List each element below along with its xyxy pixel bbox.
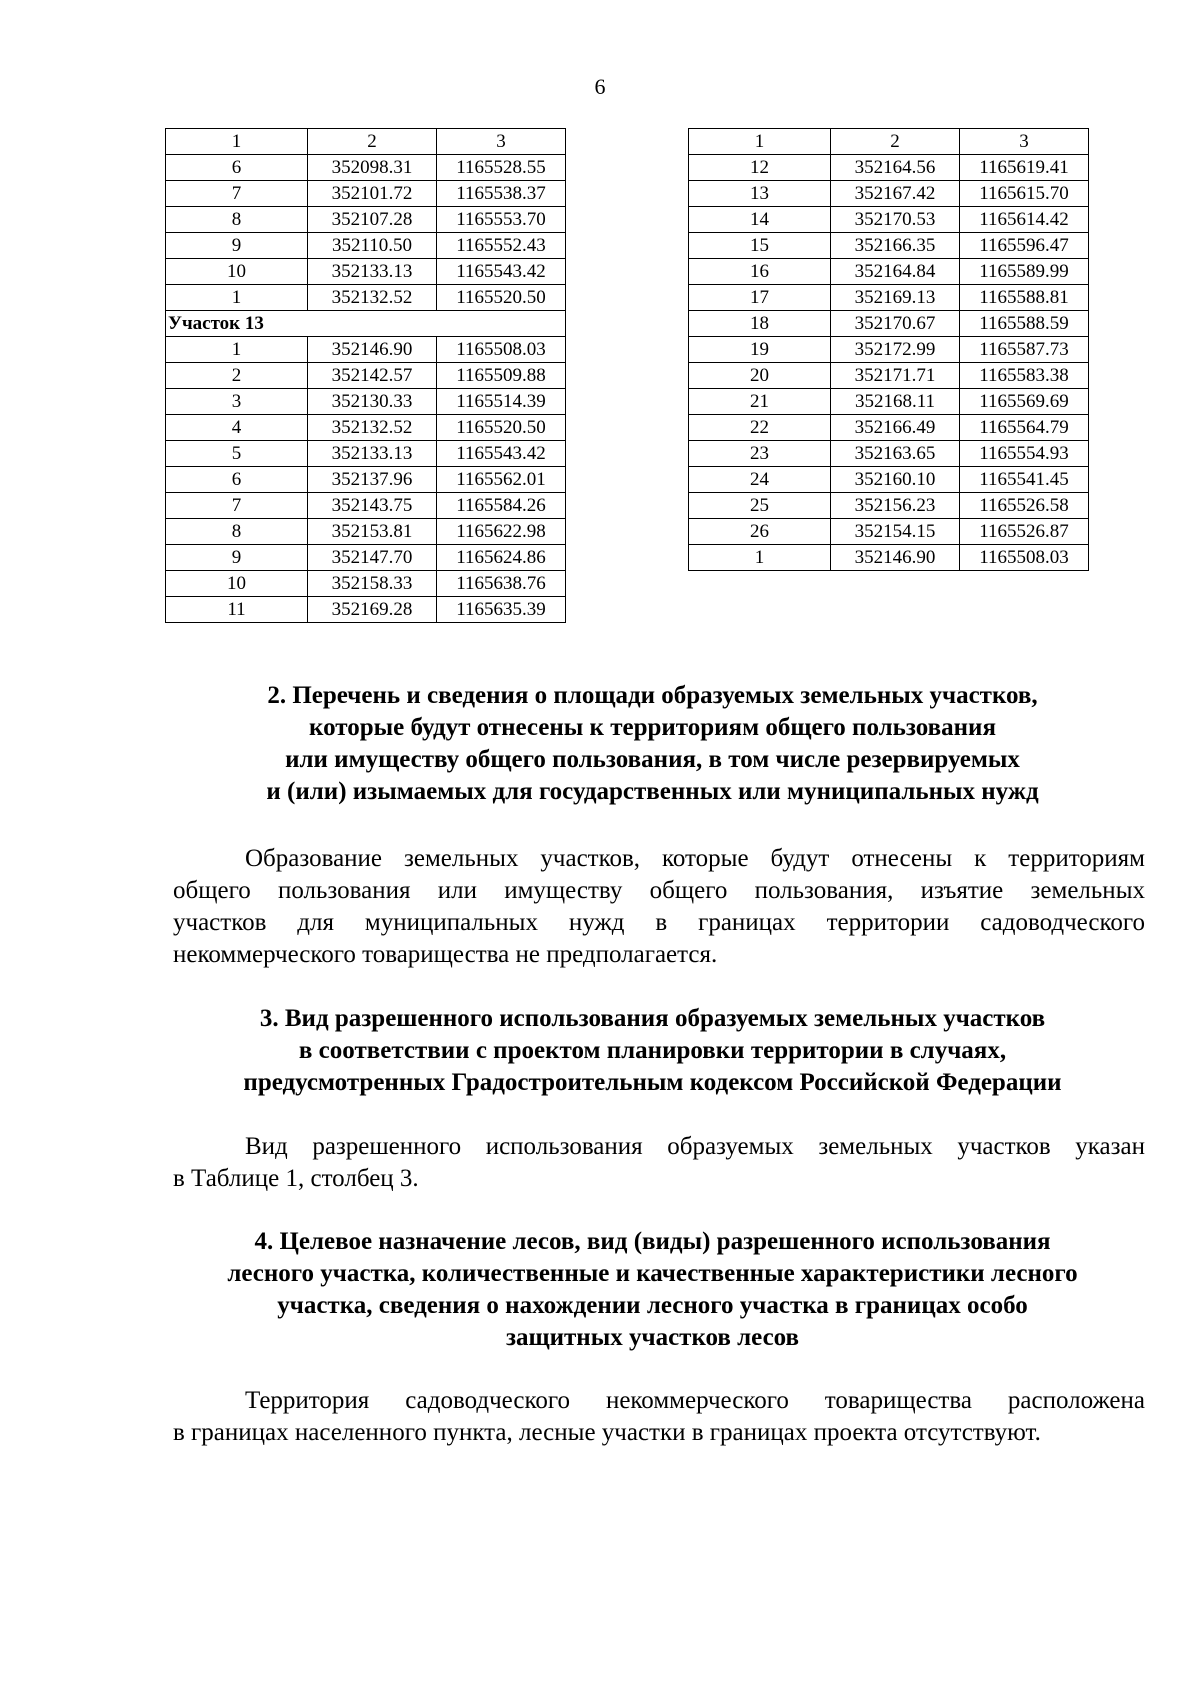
table-row xyxy=(166,441,566,467)
point-number-cell: 26 xyxy=(689,519,831,545)
table-header-row xyxy=(166,129,566,155)
x-coordinate-cell: 352169.28 xyxy=(308,597,437,623)
x-coordinate-cell: 352130.33 xyxy=(308,389,437,415)
point-number-cell: 1 xyxy=(166,285,308,311)
coordinates-table-right xyxy=(688,128,1089,571)
table-row xyxy=(166,233,566,259)
table-row xyxy=(689,415,1089,441)
table-row xyxy=(166,155,566,181)
y-coordinate-cell: 1165541.45 xyxy=(960,467,1089,493)
x-coordinate-cell: 352110.50 xyxy=(308,233,437,259)
coordinates-table-left xyxy=(165,128,566,623)
x-coordinate-cell: 352133.13 xyxy=(308,441,437,467)
x-coordinate-cell: 352169.13 xyxy=(831,285,960,311)
y-coordinate-cell: 1165509.88 xyxy=(437,363,566,389)
point-number-cell: 10 xyxy=(166,259,308,285)
x-coordinate-cell: 352142.57 xyxy=(308,363,437,389)
paragraph-line: некоммерческого товарищества не предполагается. xyxy=(173,941,718,968)
table-row xyxy=(689,207,1089,233)
y-coordinate-cell: 1165619.41 xyxy=(960,155,1089,181)
page-number: 6 xyxy=(594,74,606,99)
paragraph-line: в Таблице 1, столбец 3. xyxy=(173,1165,419,1192)
y-coordinate-cell: 1165635.39 xyxy=(437,597,566,623)
y-coordinate-cell: 1165553.70 xyxy=(437,207,566,233)
point-number-cell: 9 xyxy=(166,545,308,571)
table-row xyxy=(689,259,1089,285)
heading-line: защитных участков лесов xyxy=(505,1324,800,1351)
x-coordinate-cell: 352170.67 xyxy=(831,311,960,337)
section-3-paragraph xyxy=(173,1131,1145,1195)
heading-line: 4. Целевое назначение лесов, вид (виды) разрешенного использования xyxy=(254,1228,1051,1255)
x-coordinate-cell: 352146.90 xyxy=(308,337,437,363)
y-coordinate-cell: 1165520.50 xyxy=(437,415,566,441)
heading-line: лесного участка, количественные и качественные характеристики лесного xyxy=(227,1260,1078,1287)
x-coordinate-cell: 352158.33 xyxy=(308,571,437,597)
table-row xyxy=(689,337,1089,363)
paragraph-line: Вид разрешенного использования образуемых земельных участков указан xyxy=(245,1133,1145,1160)
y-coordinate-cell: 1165526.87 xyxy=(960,519,1089,545)
point-number-cell: 20 xyxy=(689,363,831,389)
group-label: Участок 13 xyxy=(166,311,566,337)
y-coordinate-cell: 1165588.81 xyxy=(960,285,1089,311)
heading-line: и (или) изымаемых для государственных или муниципальных нужд xyxy=(266,778,1039,805)
y-coordinate-cell: 1165562.01 xyxy=(437,467,566,493)
x-coordinate-cell: 352168.11 xyxy=(831,389,960,415)
x-coordinate-cell: 352147.70 xyxy=(308,545,437,571)
point-number-cell: 6 xyxy=(166,467,308,493)
heading-line: в соответствии с проектом планировки территории в случаях, xyxy=(298,1037,1007,1064)
table-row xyxy=(166,519,566,545)
point-number-cell: 21 xyxy=(689,389,831,415)
x-coordinate-cell: 352153.81 xyxy=(308,519,437,545)
section-4-heading xyxy=(160,1226,1145,1354)
table-row xyxy=(166,207,566,233)
section-3-heading xyxy=(160,1003,1145,1099)
x-coordinate-cell: 352167.42 xyxy=(831,181,960,207)
x-coordinate-cell: 352170.53 xyxy=(831,207,960,233)
point-number-cell: 13 xyxy=(689,181,831,207)
table-row xyxy=(689,493,1089,519)
point-number-cell: 7 xyxy=(166,493,308,519)
point-number-cell: 18 xyxy=(689,311,831,337)
x-coordinate-cell: 352154.15 xyxy=(831,519,960,545)
section-2-heading xyxy=(160,680,1145,808)
point-number-cell: 17 xyxy=(689,285,831,311)
x-coordinate-cell: 352164.84 xyxy=(831,259,960,285)
heading-line: 2. Перечень и сведения о площади образуемых земельных участков, xyxy=(267,682,1038,709)
table-row xyxy=(689,441,1089,467)
point-number-cell: 4 xyxy=(166,415,308,441)
table-row xyxy=(689,519,1089,545)
table-row xyxy=(166,389,566,415)
point-number-cell: 24 xyxy=(689,467,831,493)
table-row xyxy=(166,259,566,285)
x-coordinate-cell: 352166.49 xyxy=(831,415,960,441)
point-number-cell: 22 xyxy=(689,415,831,441)
x-coordinate-cell: 352172.99 xyxy=(831,337,960,363)
section-4-paragraph xyxy=(173,1385,1145,1449)
heading-line: предусмотренных Градостроительным кодексом Российской Федерации xyxy=(243,1069,1062,1096)
table-row xyxy=(166,467,566,493)
table-row xyxy=(166,493,566,519)
section-2-paragraph xyxy=(173,843,1145,971)
table-row xyxy=(166,415,566,441)
point-number-cell: 12 xyxy=(689,155,831,181)
y-coordinate-cell: 1165588.59 xyxy=(960,311,1089,337)
x-coordinate-cell: 352101.72 xyxy=(308,181,437,207)
point-number-cell: 25 xyxy=(689,493,831,519)
x-coordinate-cell: 352098.31 xyxy=(308,155,437,181)
x-coordinate-cell: 352156.23 xyxy=(831,493,960,519)
heading-line: которые будут отнесены к территориям общего пользования xyxy=(309,714,996,741)
table-row xyxy=(689,181,1089,207)
y-coordinate-cell: 1165624.86 xyxy=(437,545,566,571)
point-number-cell: 8 xyxy=(166,207,308,233)
y-coordinate-cell: 1165528.55 xyxy=(437,155,566,181)
point-number-cell: 2 xyxy=(166,363,308,389)
column-header: 3 xyxy=(437,129,566,155)
point-number-cell: 5 xyxy=(166,441,308,467)
y-coordinate-cell: 1165622.98 xyxy=(437,519,566,545)
x-coordinate-cell: 352133.13 xyxy=(308,259,437,285)
table-row xyxy=(689,467,1089,493)
point-number-cell: 11 xyxy=(166,597,308,623)
y-coordinate-cell: 1165589.99 xyxy=(960,259,1089,285)
column-header: 2 xyxy=(308,129,437,155)
table-row xyxy=(166,597,566,623)
y-coordinate-cell: 1165508.03 xyxy=(960,545,1089,571)
table-header-row xyxy=(689,129,1089,155)
table-row xyxy=(166,337,566,363)
heading-line: участка, сведения о нахождении лесного участка в границах особо xyxy=(277,1292,1028,1319)
column-header: 1 xyxy=(166,129,308,155)
table-row xyxy=(689,389,1089,415)
y-coordinate-cell: 1165638.76 xyxy=(437,571,566,597)
y-coordinate-cell: 1165554.93 xyxy=(960,441,1089,467)
paragraph-line: участков для муниципальных нужд в границах территории садоводческого xyxy=(173,909,1145,936)
y-coordinate-cell: 1165538.37 xyxy=(437,181,566,207)
y-coordinate-cell: 1165596.47 xyxy=(960,233,1089,259)
y-coordinate-cell: 1165569.69 xyxy=(960,389,1089,415)
y-coordinate-cell: 1165514.39 xyxy=(437,389,566,415)
table-group-row xyxy=(166,311,566,337)
heading-line: 3. Вид разрешенного использования образуемых земельных участков xyxy=(259,1005,1046,1032)
paragraph-line: Территория садоводческого некоммерческого товарищества расположена xyxy=(245,1387,1145,1414)
table-row xyxy=(166,363,566,389)
point-number-cell: 19 xyxy=(689,337,831,363)
point-number-cell: 10 xyxy=(166,571,308,597)
table-row xyxy=(166,571,566,597)
table-row xyxy=(689,155,1089,181)
column-header: 3 xyxy=(960,129,1089,155)
column-header: 2 xyxy=(831,129,960,155)
y-coordinate-cell: 1165552.43 xyxy=(437,233,566,259)
y-coordinate-cell: 1165526.58 xyxy=(960,493,1089,519)
point-number-cell: 3 xyxy=(166,389,308,415)
point-number-cell: 1 xyxy=(689,545,831,571)
x-coordinate-cell: 352107.28 xyxy=(308,207,437,233)
y-coordinate-cell: 1165614.42 xyxy=(960,207,1089,233)
point-number-cell: 7 xyxy=(166,181,308,207)
point-number-cell: 9 xyxy=(166,233,308,259)
heading-line: или имуществу общего пользования, в том числе резервируемых xyxy=(285,746,1020,773)
y-coordinate-cell: 1165564.79 xyxy=(960,415,1089,441)
table-row xyxy=(166,545,566,571)
table-row xyxy=(166,181,566,207)
table-row xyxy=(689,311,1089,337)
table-row xyxy=(689,363,1089,389)
table-row xyxy=(166,285,566,311)
point-number-cell: 14 xyxy=(689,207,831,233)
x-coordinate-cell: 352166.35 xyxy=(831,233,960,259)
y-coordinate-cell: 1165520.50 xyxy=(437,285,566,311)
point-number-cell: 8 xyxy=(166,519,308,545)
paragraph-line: в границах населенного пункта, лесные участки в границах проекта отсутствуют. xyxy=(173,1419,1041,1446)
x-coordinate-cell: 352132.52 xyxy=(308,415,437,441)
y-coordinate-cell: 1165508.03 xyxy=(437,337,566,363)
x-coordinate-cell: 352146.90 xyxy=(831,545,960,571)
paragraph-line: общего пользования или имуществу общего пользования, изъятие земельных xyxy=(173,877,1145,904)
y-coordinate-cell: 1165615.70 xyxy=(960,181,1089,207)
x-coordinate-cell: 352164.56 xyxy=(831,155,960,181)
x-coordinate-cell: 352132.52 xyxy=(308,285,437,311)
point-number-cell: 16 xyxy=(689,259,831,285)
x-coordinate-cell: 352143.75 xyxy=(308,493,437,519)
y-coordinate-cell: 1165583.38 xyxy=(960,363,1089,389)
x-coordinate-cell: 352160.10 xyxy=(831,467,960,493)
x-coordinate-cell: 352163.65 xyxy=(831,441,960,467)
paragraph-line: Образование земельных участков, которые будут отнесены к территориям xyxy=(245,845,1145,872)
point-number-cell: 1 xyxy=(166,337,308,363)
point-number-cell: 23 xyxy=(689,441,831,467)
point-number-cell: 6 xyxy=(166,155,308,181)
point-number-cell: 15 xyxy=(689,233,831,259)
table-row xyxy=(689,285,1089,311)
x-coordinate-cell: 352137.96 xyxy=(308,467,437,493)
column-header: 1 xyxy=(689,129,831,155)
x-coordinate-cell: 352171.71 xyxy=(831,363,960,389)
y-coordinate-cell: 1165543.42 xyxy=(437,441,566,467)
y-coordinate-cell: 1165543.42 xyxy=(437,259,566,285)
table-row xyxy=(689,233,1089,259)
y-coordinate-cell: 1165587.73 xyxy=(960,337,1089,363)
y-coordinate-cell: 1165584.26 xyxy=(437,493,566,519)
table-row xyxy=(689,545,1089,571)
